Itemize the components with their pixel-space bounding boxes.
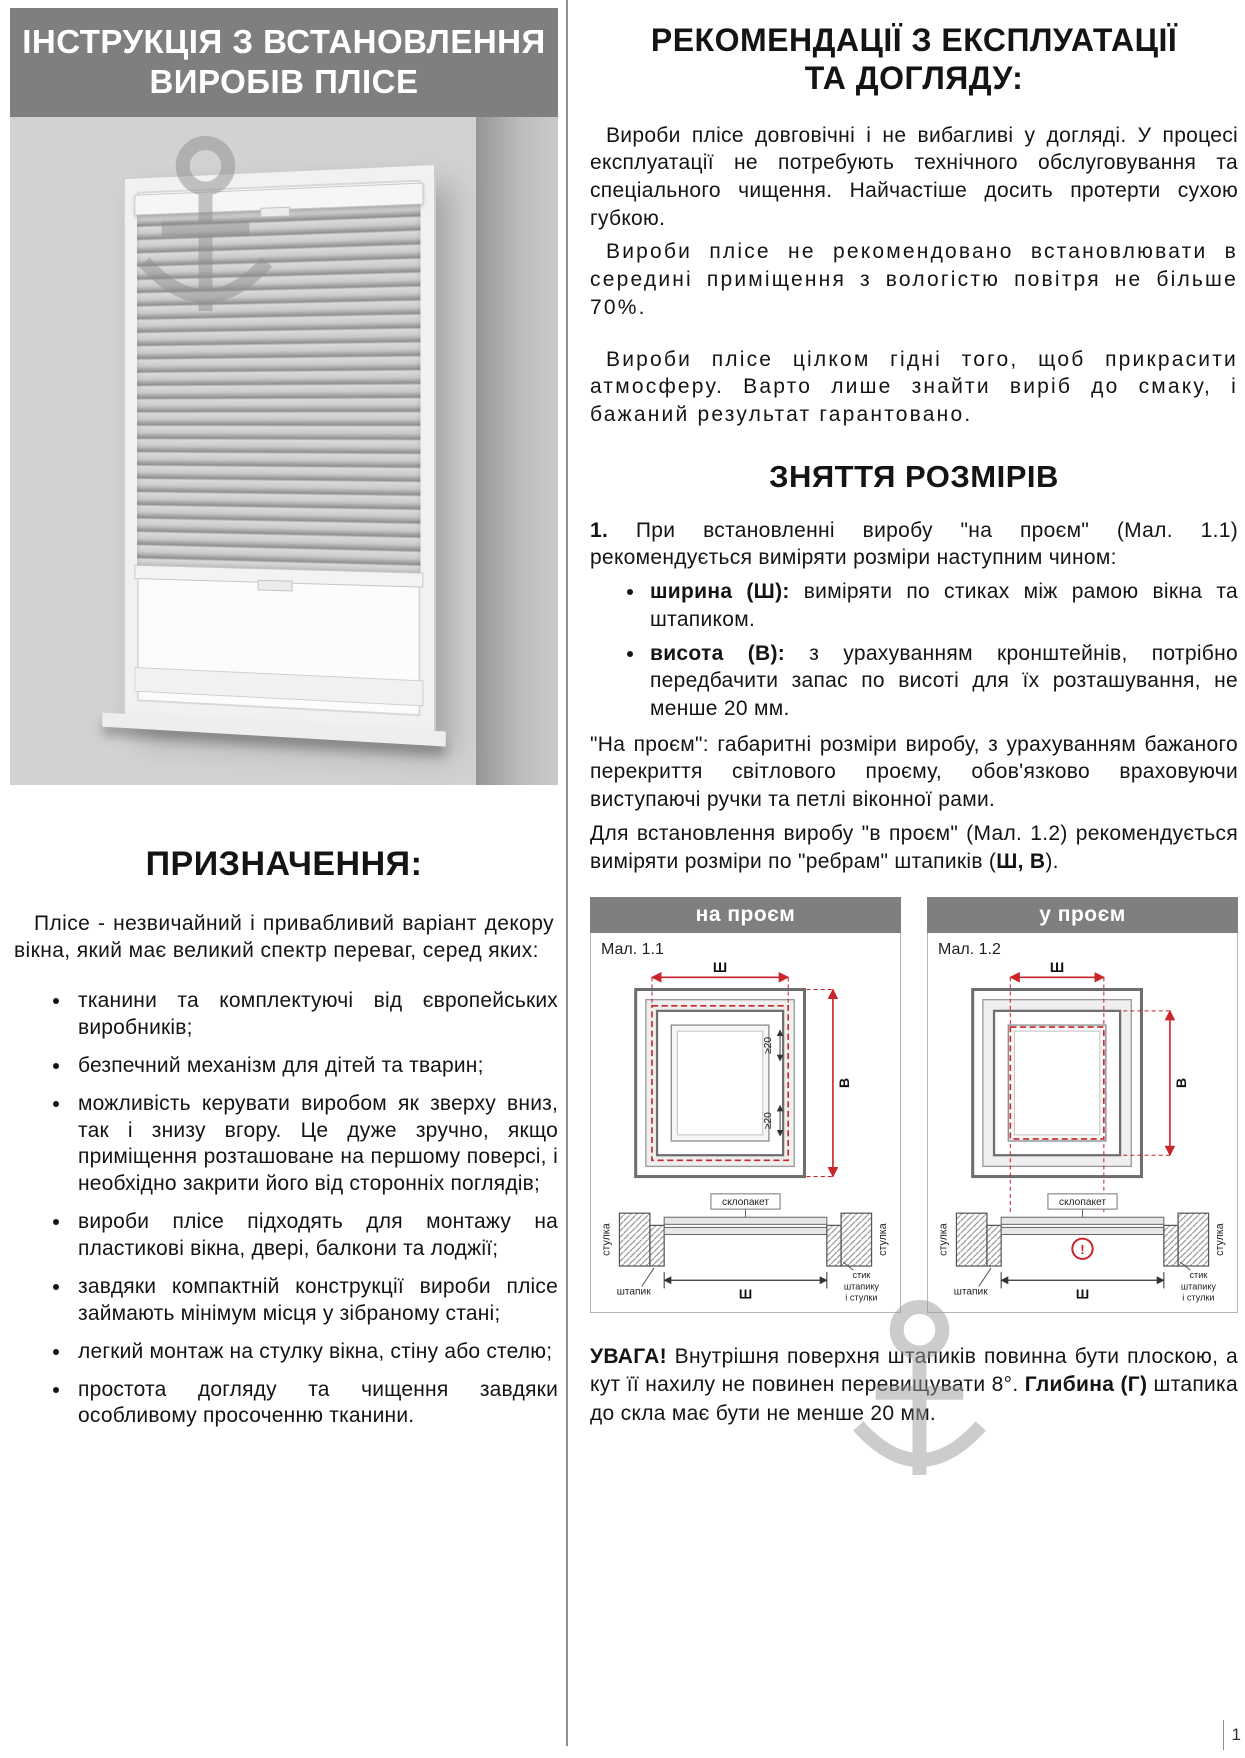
page-number-value: 1 (1231, 1725, 1241, 1744)
window-diagram-na-proem (593, 959, 898, 1310)
alert-exclamation: ! (1080, 1242, 1085, 1258)
left-column (10, 8, 558, 1441)
measure-item-height-text: з урахуванням кронштейнів, потрібно передбачити запас по висоті для їх розташування, не менше 20 мм. (650, 641, 1238, 720)
purpose-list-item: • тканини та комплектуючі від європейських виробників; (72, 988, 558, 1042)
care-paragraph-1: Вироби плісе довговічні і не вибагливі у догляді. У процесі експлуатації не потребують технічного обслуговування та спеціального чищення. Найчастіше досить протерти сухою губкою. (590, 123, 1238, 230)
purpose-list-item: • легкий монтаж на стулку вікна, стіну або стелю; (72, 1339, 558, 1366)
window-diagram-u-proem (930, 959, 1235, 1310)
purpose-list-item: • безпечний механізм для дітей та тварин; (72, 1053, 558, 1080)
attention-bold-depth: Глибина (Г) (1024, 1373, 1148, 1397)
measure-paragraph-2-text: Для встановлення виробу "в проєм" (Мал. 1.2) рекомендується виміряти розміри по "ребрам" штапиків ( (590, 821, 1238, 873)
glass-unit-label: склопакет (1059, 1197, 1106, 1209)
instruction-header (10, 8, 558, 117)
column-divider (566, 0, 568, 1746)
instruction-header-line2: ВИРОБІВ ПЛІСЕ (149, 63, 419, 101)
measure-item-height-term: висота (В): (650, 641, 786, 665)
diagram-panel-u-proem (927, 897, 1238, 1313)
attention-text-1: Внутрішня поверхня штапиків повинна бути плоскою, а кут її нахилу не повинен перевищувати 8°. (590, 1345, 1238, 1397)
attention-text-2: штапика до скла має бути не менше 20 мм. (590, 1373, 1238, 1425)
measure-paragraph-1: "На проєм": габаритні розміри виробу, з урахуванням бажаного перекриття світлового проєму, обов'язково враховуючи виступаючі ручки та петлі віконної рами. (590, 732, 1238, 812)
measure-paragraph-2 (590, 820, 1238, 875)
window-sill (102, 712, 445, 746)
diagram-body-u-proem (927, 933, 1238, 1313)
measure-intro (590, 517, 1238, 572)
measure-item-width (646, 578, 1238, 633)
min-gap-bottom-label: ≥20 (762, 1112, 774, 1130)
measure-title: ЗНЯТТЯ РОЗМІРІВ (769, 458, 1059, 494)
window-illustration (10, 117, 558, 785)
min-gap-top-label: ≥20 (762, 1037, 774, 1055)
joint-label-line2: штапику (843, 1281, 879, 1292)
sash-right-label: стулка (876, 1223, 889, 1257)
measure-list (590, 578, 1238, 723)
purpose-list-item: • простота догляду та чищення завдяки особливому просоченню тканини. (72, 1377, 558, 1431)
purpose-list-item: • можливість керувати виробом як зверху вниз, так і знизу вгору. Це дуже зручно, якщо приміщення розташоване на першому поверсі, і необхідно закрити його від сторонніх поглядів; (72, 1091, 558, 1199)
diagram-header-u-proem: у проєм (927, 897, 1238, 933)
dim-width-label: Ш (712, 960, 728, 977)
glass-unit-label: склопакет (722, 1197, 769, 1209)
diagram-body-na-proem (590, 933, 901, 1313)
purpose-intro: Плісе - незвичайний і привабливий варіант декору вікна, який має великий спектр переваг, серед яких: (14, 911, 554, 962)
figure-label-1-2: Мал. 1.2 (938, 941, 1001, 959)
bead-label: штапик (616, 1286, 651, 1298)
rail-handle (258, 579, 293, 591)
measure-paragraph-2-end: ). (1045, 849, 1059, 873)
sash-right-label: стулка (1213, 1223, 1226, 1257)
measure-diagrams (590, 897, 1238, 1313)
dim-height-label: В (837, 1078, 854, 1089)
dim-width-label: Ш (1049, 960, 1065, 977)
purpose-title: ПРИЗНАЧЕННЯ: (145, 844, 423, 883)
joint-label-line2: штапику (1180, 1281, 1216, 1292)
purpose-list-item: • завдяки компактній конструкції вироби плісе займають мінімум місця у зібраному стані; (72, 1274, 558, 1328)
measure-paragraph-2-bold: Ш, В (996, 849, 1046, 873)
figure-label-1-1: Мал. 1.1 (601, 941, 664, 959)
right-column (590, 22, 1238, 1449)
measure-item-width-text: виміряти по стиках між рамою вікна та штапиком. (650, 580, 1238, 631)
pleated-blind (137, 203, 420, 572)
instruction-header-line1: ІНСТРУКЦІЯ З ВСТАНОВЛЕННЯ (22, 23, 546, 60)
attention-note (590, 1343, 1238, 1428)
recess-shadow (476, 117, 558, 785)
care-title-line2: ТА ДОГЛЯДУ: (804, 59, 1024, 96)
measure-item-width-term: ширина (Ш): (650, 580, 790, 604)
measure-intro-number: 1. (590, 518, 609, 542)
dim-width-bottom-label: Ш (1075, 1286, 1090, 1302)
care-paragraph-3: Вироби плісе цілком гідні того, щоб прикрасити атмосферу. Варто лише знайти виріб до смаку, і бажаний результат гарантовано. (590, 347, 1238, 426)
measure-item-height (646, 640, 1238, 723)
dim-height-label: В (1174, 1078, 1191, 1089)
joint-label-line3: і стулки (1182, 1292, 1215, 1303)
diagram-header-na-proem: на проєм (590, 897, 901, 933)
cassette-handle (260, 206, 289, 217)
care-title (590, 22, 1238, 98)
diagram-panel-na-proem (590, 897, 901, 1313)
purpose-list-item: • вироби плісе підходять для монтажу на пластикові вікна, двері, балкони та лоджії; (72, 1209, 558, 1263)
page-number-divider (1223, 1720, 1224, 1750)
page-number (1223, 1720, 1241, 1750)
dim-width-bottom-label: Ш (738, 1286, 753, 1302)
joint-label-line1: стик (852, 1270, 871, 1281)
window-frame (123, 163, 436, 733)
bead-label: штапик (953, 1286, 988, 1298)
sash-left-label: стулка (600, 1223, 613, 1257)
measure-intro-text: При встановленні виробу "на проєм" (Мал. 1.1) рекомендується виміряти розміри наступним чином: (590, 518, 1238, 570)
joint-label-line3: і стулки (845, 1292, 878, 1303)
attention-label: УВАГА! (590, 1345, 667, 1369)
sash-left-label: стулка (937, 1223, 950, 1257)
purpose-list (10, 988, 558, 1430)
joint-label-line1: стик (1189, 1270, 1208, 1281)
care-paragraph-2: Вироби плісе не рекомендовано встановлювати в середині приміщення з вологістю повітря не більше 70%. (590, 240, 1238, 319)
care-title-line1: РЕКОМЕНДАЦІЇ З ЕКСПЛУАТАЦІЇ (650, 22, 1178, 58)
